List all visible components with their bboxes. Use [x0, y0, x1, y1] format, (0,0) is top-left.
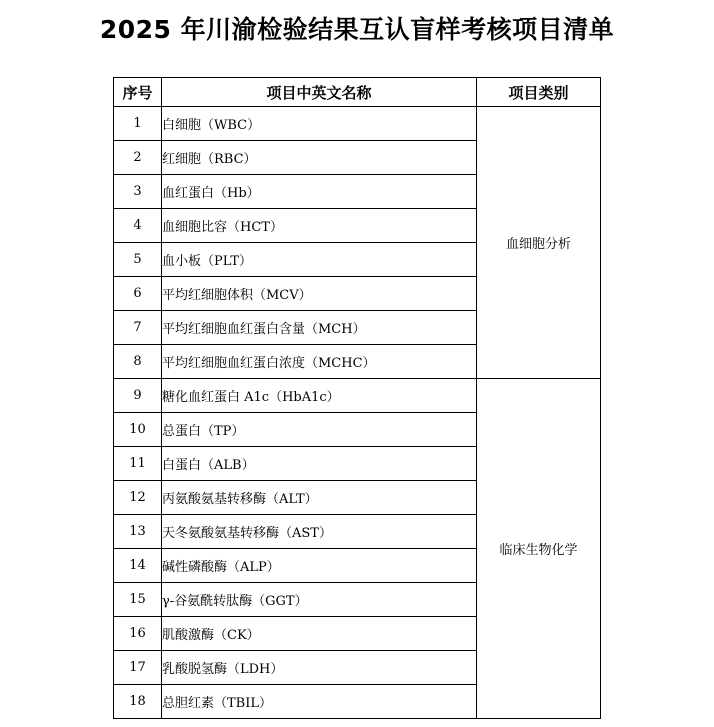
row-name: 血红蛋白（Hb） [162, 175, 477, 209]
header-name: 项目中英文名称 [162, 78, 477, 107]
project-list-table [113, 77, 601, 719]
row-name: 碱性磷酸酶（ALP） [162, 549, 477, 583]
row-name: 血小板（PLT） [162, 243, 477, 277]
row-name: 平均红细胞血红蛋白含量（MCH） [162, 311, 477, 345]
row-name: 天冬氨酸氨基转移酶（AST） [162, 515, 477, 549]
row-name: 平均红细胞体积（MCV） [162, 277, 477, 311]
row-name: 总胆红素（TBIL） [162, 685, 477, 719]
row-seq: 8 [114, 345, 162, 379]
row-seq: 5 [114, 243, 162, 277]
row-name: 白蛋白（ALB） [162, 447, 477, 481]
row-name: 平均红细胞血红蛋白浓度（MCHC） [162, 345, 477, 379]
row-name: 总蛋白（TP） [162, 413, 477, 447]
table-header-row [114, 78, 601, 107]
row-name: γ-谷氨酰转肽酶（GGT） [162, 583, 477, 617]
row-seq: 7 [114, 311, 162, 345]
row-seq: 13 [114, 515, 162, 549]
row-seq: 11 [114, 447, 162, 481]
table-row [114, 107, 601, 141]
row-name: 红细胞（RBC） [162, 141, 477, 175]
document-title: 2025 年川渝检验结果互认盲样考核项目清单 [99, 15, 615, 44]
row-seq: 4 [114, 209, 162, 243]
row-seq: 17 [114, 651, 162, 685]
row-seq: 14 [114, 549, 162, 583]
header-category: 项目类别 [477, 78, 601, 107]
row-name: 白细胞（WBC） [162, 107, 477, 141]
row-seq: 9 [114, 379, 162, 413]
row-name: 血细胞比容（HCT） [162, 209, 477, 243]
row-seq: 3 [114, 175, 162, 209]
row-name: 糖化血红蛋白 A1c（HbA1c） [162, 379, 477, 413]
row-seq: 18 [114, 685, 162, 719]
category-cell-blood: 血细胞分析 [477, 107, 601, 379]
row-seq: 12 [114, 481, 162, 515]
row-seq: 16 [114, 617, 162, 651]
row-seq: 15 [114, 583, 162, 617]
row-name: 丙氨酸氨基转移酶（ALT） [162, 481, 477, 515]
category-cell-biochem: 临床生物化学 [477, 379, 601, 719]
row-seq: 2 [114, 141, 162, 175]
row-seq: 1 [114, 107, 162, 141]
row-seq: 6 [114, 277, 162, 311]
header-seq: 序号 [114, 78, 162, 107]
row-seq: 10 [114, 413, 162, 447]
row-name: 乳酸脱氢酶（LDH） [162, 651, 477, 685]
row-name: 肌酸激酶（CK） [162, 617, 477, 651]
table-row [114, 379, 601, 413]
